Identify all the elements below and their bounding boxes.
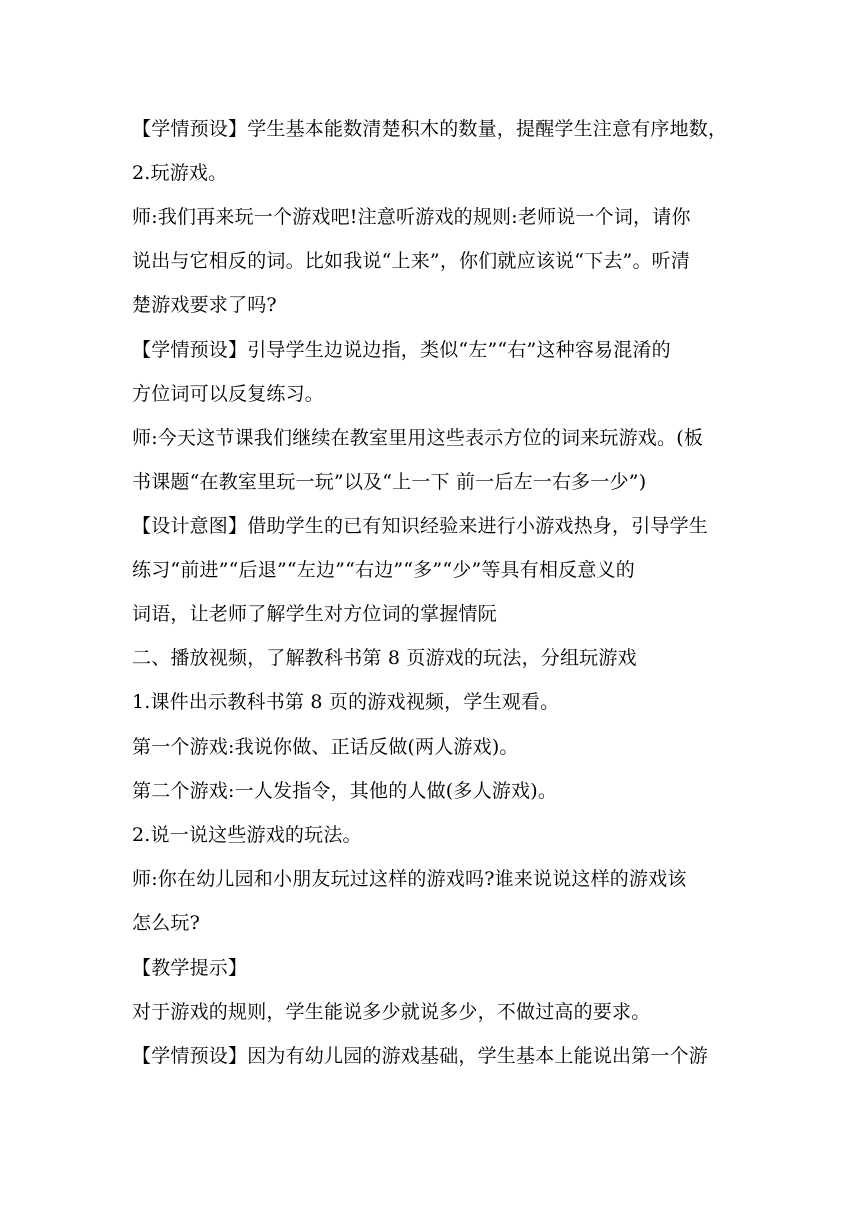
text-line-11: 练习“前进”“后退”“左边”“右边”“多”“少”等具有相反意义的: [132, 559, 635, 581]
text-line-1: 【学情预设】学生基本能数清楚积木的数量，提醒学生注意有序地数，: [132, 118, 728, 140]
text-line-14: 1.课件出示教科书第 8 页的游戏视频，学生观看。: [132, 691, 560, 713]
text-line-18: 师:你在幼儿园和小朋友玩过这样的游戏吗?谁来说说这样的游戏该: [132, 868, 687, 890]
text-line-10: 【设计意图】借助学生的已有知识经验来进行小游戏热身，引导学生: [132, 515, 709, 537]
text-line-15: 第一个游戏:我说你做、正话反做(两人游戏)。: [132, 736, 519, 758]
text-line-4: 说出与它相反的词。比如我说“上来”，你们就应该说“下去”。听清: [132, 250, 691, 272]
text-line-12: 词语，让老师了解学生对方位词的掌握情阮: [132, 603, 497, 625]
text-line-22: 【学情预设】因为有幼儿园的游戏基础，学生基本上能说出第一个游: [132, 1045, 709, 1067]
text-line-6: 【学情预设】引导学生边说边指，类似“左”“右”这种容易混淆的: [132, 339, 671, 361]
text-line-19: 怎么玩?: [132, 912, 200, 934]
text-line-8: 师:今天这节课我们继续在教室里用这些表示方位的词来玩游戏。(板: [132, 427, 704, 449]
text-line-16: 第二个游戏:一人发指令，其他的人做(多人游戏)。: [132, 780, 558, 802]
text-line-17: 2.说一说这些游戏的玩法。: [132, 824, 362, 846]
text-line-2: 2.玩游戏。: [132, 162, 228, 184]
text-line-3: 师:我们再来玩一个游戏吧!注意听游戏的规则:老师说一个词，请你: [132, 206, 691, 228]
text-line-13: 二、播放视频，了解教科书第 8 页游戏的玩法，分组玩游戏: [132, 647, 637, 669]
text-line-20: 【教学提示】: [132, 957, 248, 979]
text-line-21: 对于游戏的规则，学生能说多少就说多少，不做过高的要求。: [132, 1001, 651, 1023]
text-line-7: 方位词可以反复练习。: [132, 383, 325, 405]
text-line-5: 楚游戏要求了吗?: [132, 294, 277, 316]
text-line-9: 书课题“在教室里玩一玩”以及“上一下 前一后左一右多一少”): [132, 471, 647, 493]
